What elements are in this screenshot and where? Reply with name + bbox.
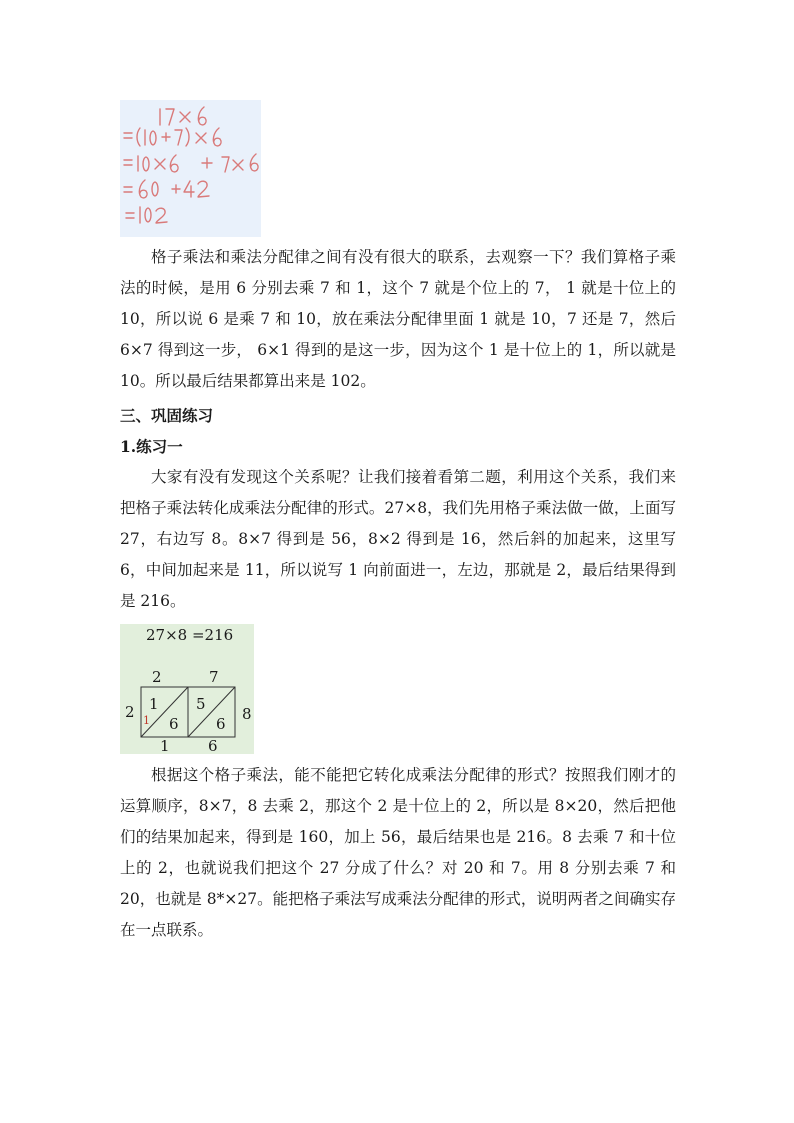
paragraph-3: 根据这个格子乘法，能不能把它转化成乘法分配律的形式？按照我们刚才的运算顺序，8×7，8 去乘 2，那这个 2 是十位上的 2，所以是 8×20，然后把他们的结果加起来，得到是 160，加上 56，最后结果也是 216。8 去乘 7 和十位上的 2，也就说我们把这个 27 分成了什么？对 20 和 7。用 8 分别去乘 7 和 20，也就是 8*×27。能把格子乘法写成乘法分配律的形式，说明两者之间确实存在一点联系。 [120, 766, 676, 939]
lattice-cell-1-ones: 6 [169, 715, 179, 733]
lattice-cell-2-ones: 6 [216, 715, 226, 733]
paragraph-block-1 [120, 242, 676, 397]
lattice-bottom-digit-2: 6 [208, 737, 218, 754]
paragraph-block-2 [120, 462, 676, 617]
handwriting-figure [120, 100, 261, 237]
lattice-carry: 1 [143, 714, 150, 727]
lattice-top-digit-2: 7 [209, 668, 219, 686]
lattice-cell-1-tens: 1 [149, 695, 159, 713]
lattice-left-digit: 2 [125, 703, 135, 721]
subsection-heading: 1.练习一 [120, 437, 183, 456]
handwritten-calculation-image [120, 100, 261, 237]
lattice-bottom-digit-1: 1 [160, 737, 170, 754]
lattice-right-digit: 8 [242, 705, 252, 723]
lattice-top-digit-1: 2 [152, 668, 162, 686]
paragraph-2: 大家有没有发现这个关系呢？让我们接着看第二题，利用这个关系，我们来把格子乘法转化成乘法分配律的形式。27×8，我们先用格子乘法做一做，上面写 27，右边写 8。8×7 得到是 56，8×2 得到是 16，然后斜的加起来，这里写 6，中间加起来是 11，所以说写 1 向前面进一，左边，那就是 2，最后结果得到是 216。 [120, 468, 676, 610]
paragraph-1: 格子乘法和乘法分配律之间有没有很大的联系，去观察一下？我们算格子乘法的时候，是用 6 分别去乘 7 和 1，这个 7 就是个位上的 7， 1 就是十位上的 10，所以说 6 是乘 7 和 10，放在乘法分配律里面 1 就是 10，7 还是 7，然后 6×7 得到这一步， 6×1 得到的是这一步，因为这个 1 是十位上的 1，所以就是 10。所以最后结果都算出来是 102。 [120, 248, 676, 390]
lattice-cell-2-tens: 5 [196, 695, 206, 713]
lattice-svg [120, 624, 254, 754]
lattice-multiplication-figure [120, 624, 254, 754]
paragraph-block-3 [120, 760, 676, 946]
lattice-title: 27×8 =216 [146, 626, 234, 644]
section-heading: 三、巩固练习 [120, 406, 214, 425]
